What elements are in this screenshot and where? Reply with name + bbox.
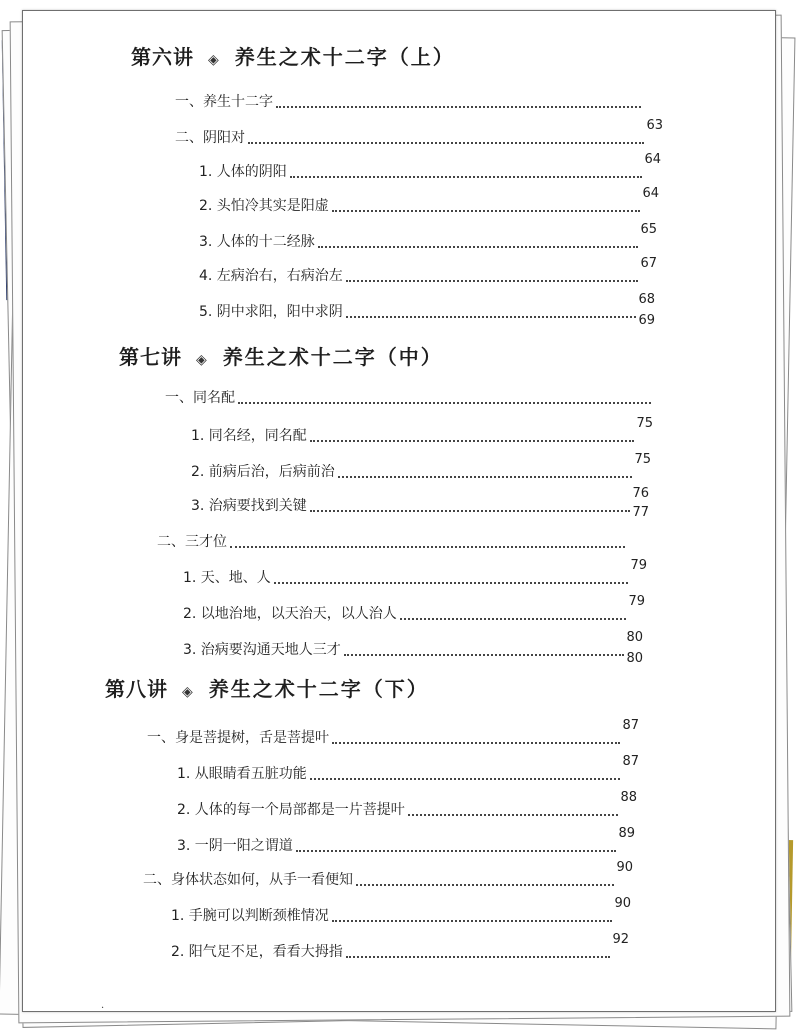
toc-entry[interactable]: 二、身体状态如何，从手一看便知 90 (143, 860, 633, 888)
toc-entry[interactable]: 一、养生十二字 (175, 91, 643, 111)
lecture-number: 第七讲 (119, 345, 182, 369)
toc-entry[interactable]: 二、阴阳对 63 (175, 118, 663, 146)
lecture-heading (119, 341, 443, 370)
toc-entry[interactable]: 4. 左病治右，右病治左 67 (199, 256, 657, 284)
diamond-ornament-icon: ◈ (196, 352, 207, 368)
diamond-ornament-icon: ◈ (182, 684, 193, 700)
toc-entry[interactable]: 2. 人体的每一个局部都是一片菩提叶 88 (177, 790, 637, 818)
toc-entry[interactable]: 1. 天、地、人 79 (183, 558, 647, 586)
toc-entry[interactable]: 一、身是菩提树，舌是菩提叶 87 (147, 718, 639, 746)
toc-entry[interactable]: 2. 以地治地，以天治天，以人治人 79 (183, 594, 645, 622)
toc-page (22, 10, 776, 1012)
toc-entry[interactable]: 2. 阳气足不足，看看大拇指 92 (171, 932, 629, 960)
lecture-heading (131, 41, 455, 70)
toc-entry[interactable]: 二、三才位 (157, 531, 627, 551)
toc-entry[interactable]: 1. 同名经，同名配 75 (191, 416, 653, 444)
toc-entry[interactable]: 3. 人体的十二经脉 65 (199, 222, 657, 250)
toc-entry[interactable]: 1. 人体的阴阳 64 (199, 152, 661, 180)
toc-entry[interactable]: 5. 阴中求阳，阳中求阴 68 (199, 292, 655, 320)
print-speck: · (101, 1003, 105, 1014)
lecture-number: 第八讲 (105, 677, 168, 701)
toc-entry-page-only[interactable]: 69 (638, 313, 655, 328)
toc-entry[interactable]: 2. 前病后治，后病前治 75 (191, 452, 651, 480)
lecture-heading (105, 673, 429, 702)
toc-entry[interactable]: 一、同名配 (165, 387, 653, 407)
toc-entry[interactable]: 1. 手腕可以判断颈椎情况 90 (171, 896, 631, 924)
lecture-title: 养生之术十二字（下） (208, 677, 429, 701)
diamond-ornament-icon: ◈ (208, 52, 219, 68)
lecture-number: 第六讲 (131, 45, 194, 69)
toc-entry[interactable]: 3. 治病要沟通天地人三才 80 (183, 630, 643, 658)
toc-entry[interactable]: 3. 一阴一阳之谓道 89 (177, 826, 635, 854)
toc-entry-page-only[interactable]: 77 (632, 505, 649, 520)
toc-entry[interactable]: 3. 治病要找到关键 76 (191, 486, 649, 514)
toc-entry-page-only[interactable]: 80 (626, 651, 643, 666)
lecture-title: 养生之术十二字（上） (234, 45, 455, 69)
toc-entry[interactable]: 2. 头怕冷其实是阳虚 64 (199, 186, 659, 214)
lecture-title: 养生之术十二字（中） (222, 345, 443, 369)
toc-entry[interactable]: 1. 从眼睛看五脏功能 87 (177, 754, 639, 782)
